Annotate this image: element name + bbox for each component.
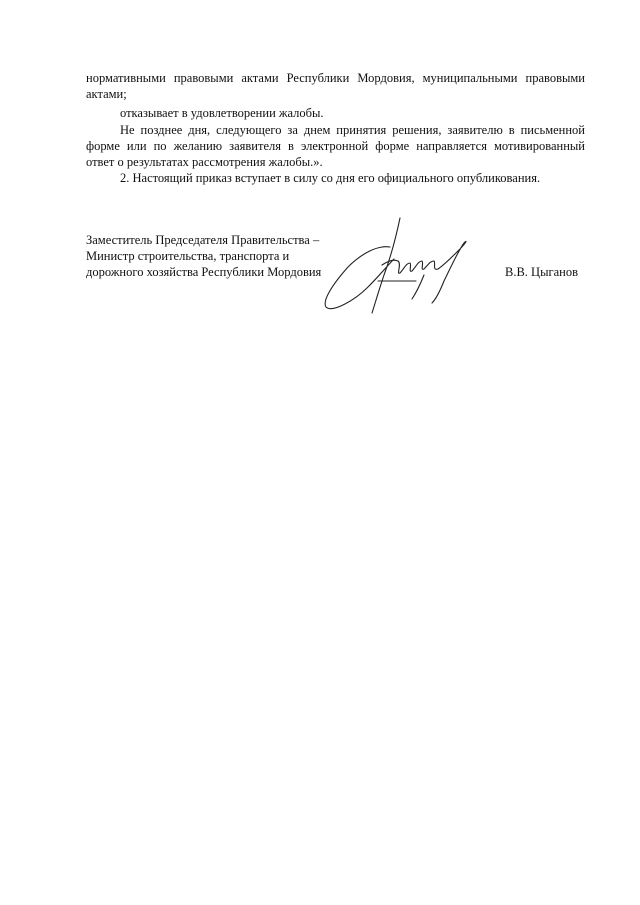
body-line-7: 2. Настоящий приказ вступает в силу со дня его официального опубликования. [120,171,541,185]
handwritten-signature [320,215,480,320]
body-line-1: нормативными правовыми актами Республики Мордовия, муниципальными правовыми [86,71,585,85]
body-line-4: Не позднее дня, следующего за днем принятия решения, заявителю в письменной [120,123,585,137]
body-line-2: актами; [86,87,127,101]
body-line-5: форме или по желанию заявителя в электронной форме направляется мотивированный [86,139,585,153]
signer-position-line-1: Заместитель Председателя Правительства – [86,233,320,247]
signer-position-line-3: дорожного хозяйства Республики Мордовия [86,265,322,279]
body-line-3: отказывает в удовлетворении жалобы. [120,106,324,120]
signer-position-line-2: Министр строительства, транспорта и [86,249,290,263]
body-line-6: ответ о результатах рассмотрения жалобы.». [86,155,323,169]
signer-name: В.В. Цыганов [505,265,578,279]
